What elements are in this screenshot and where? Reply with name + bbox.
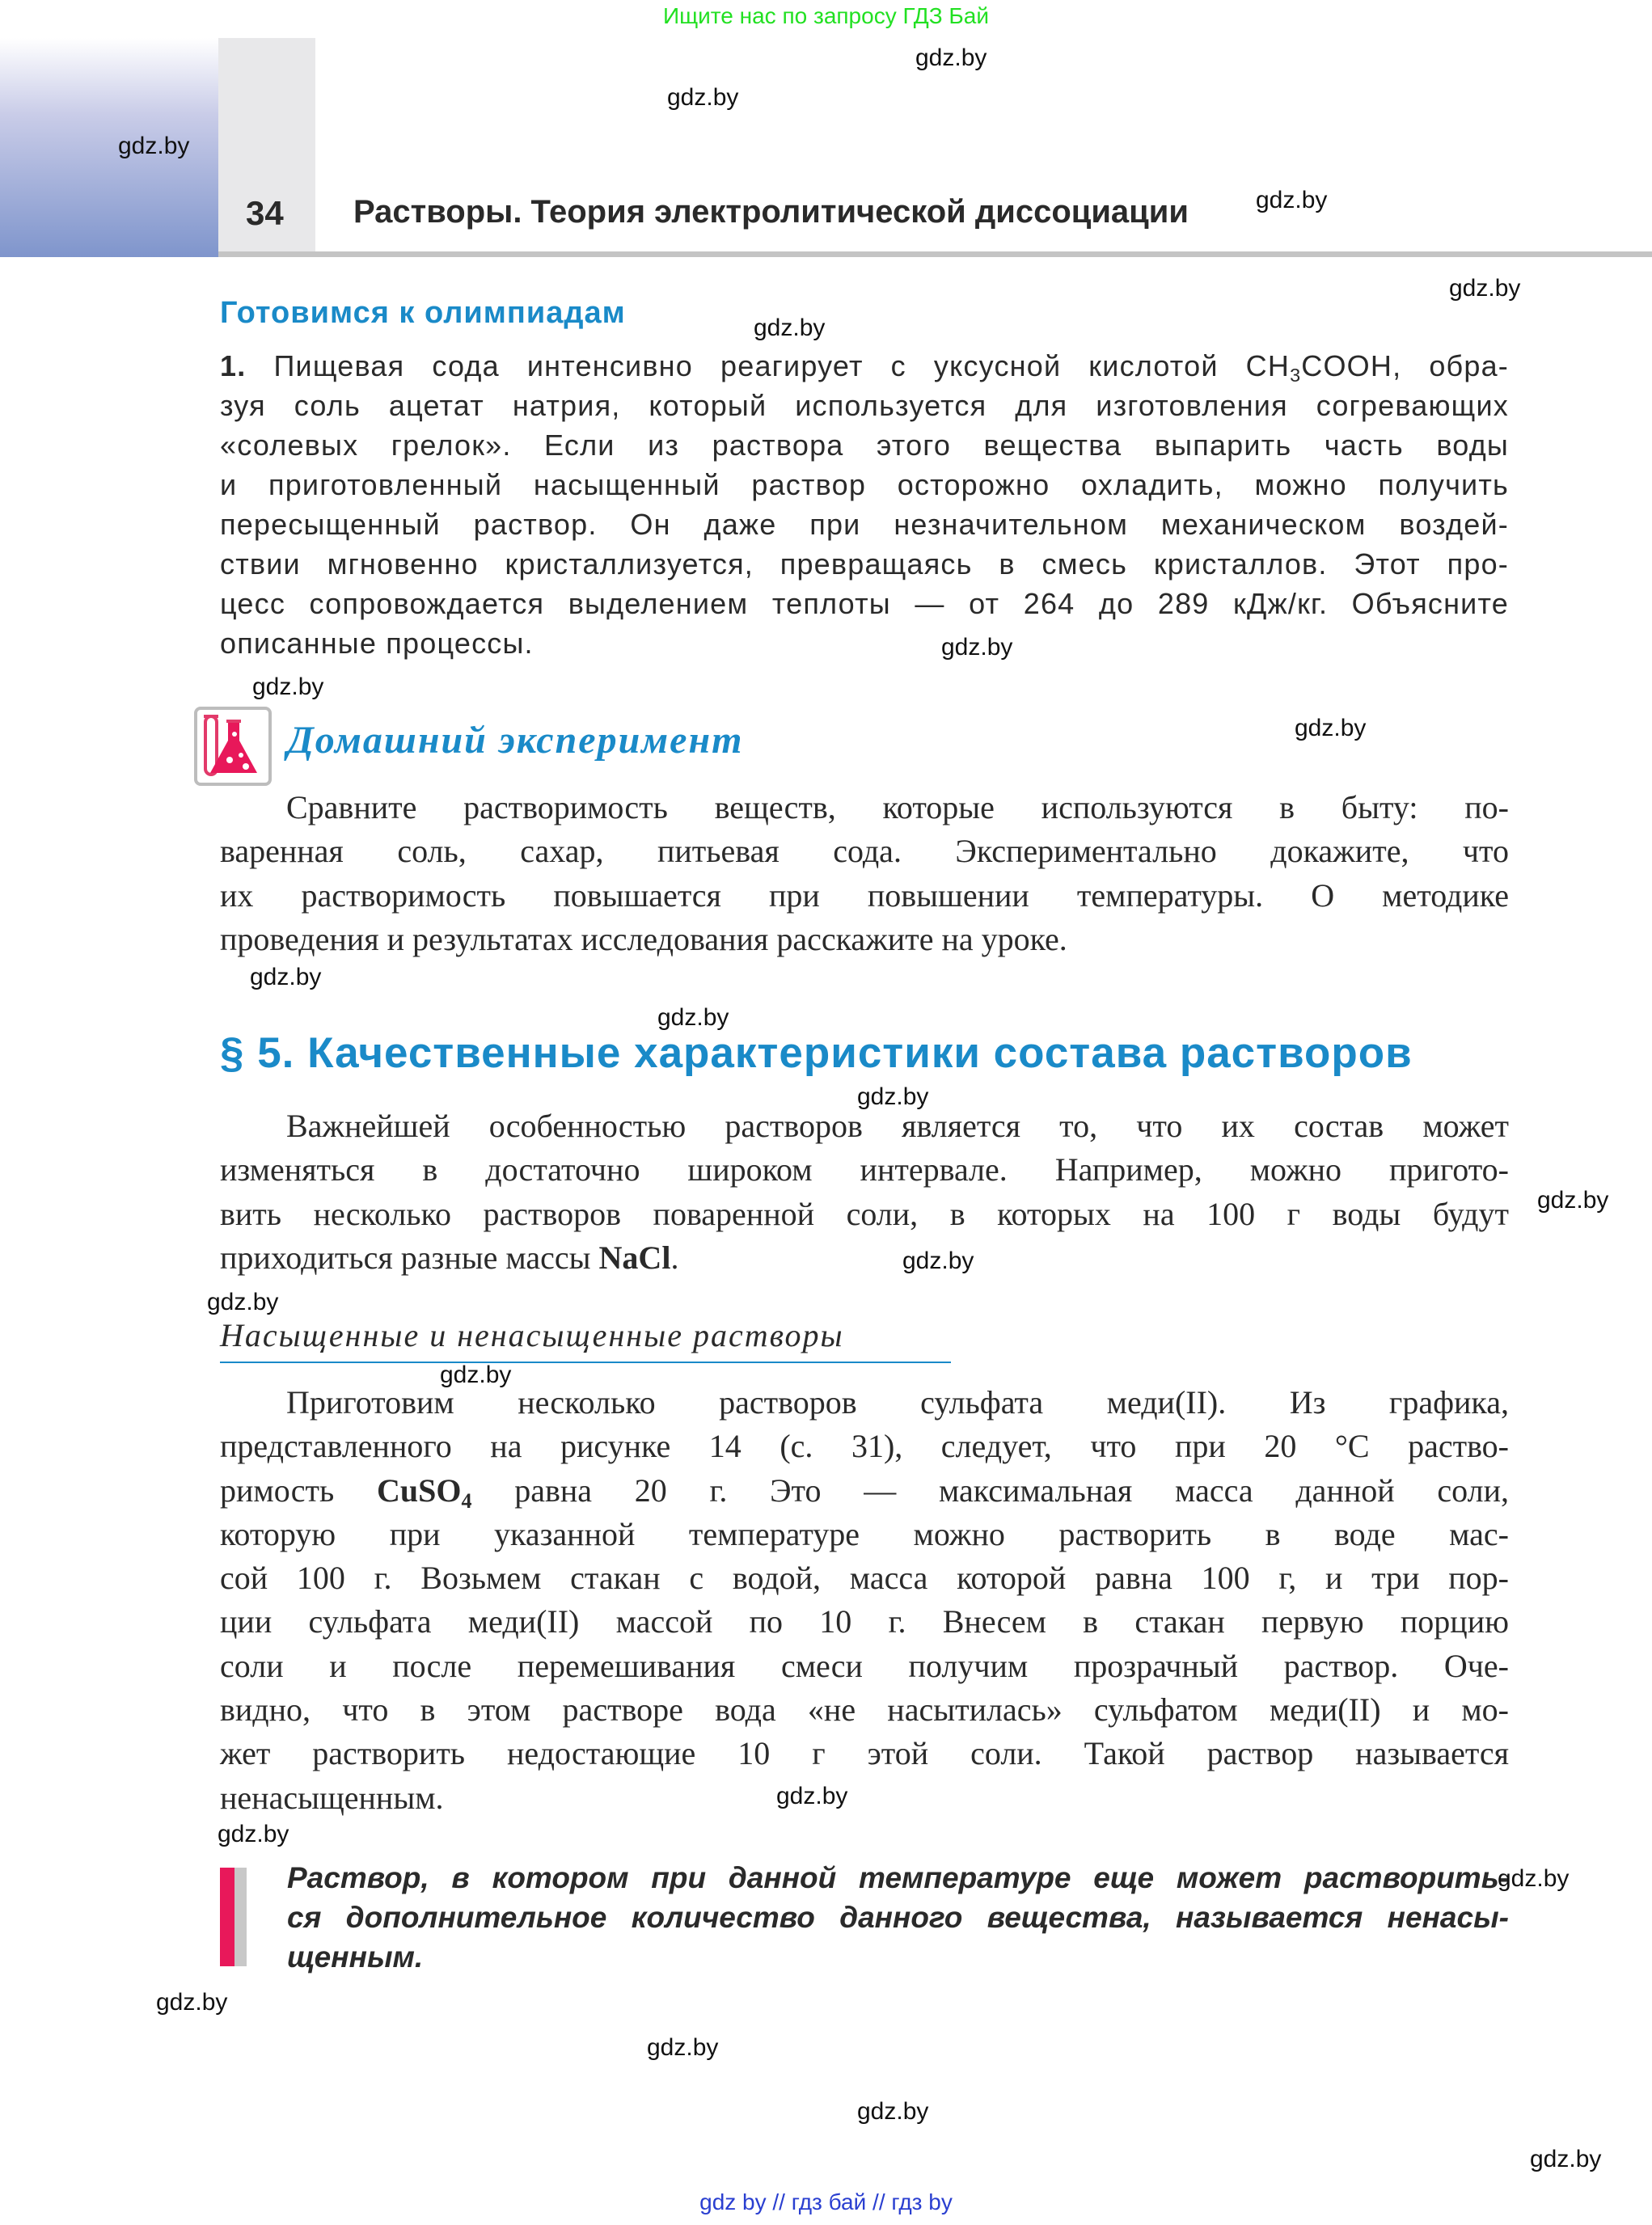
subscript: 3 xyxy=(1290,365,1302,386)
watermark: gdz.by xyxy=(1498,1865,1570,1892)
text-line: изменяться в достаточно широком интервале. Например, можно пригото- xyxy=(220,1151,1509,1188)
watermark: gdz.by xyxy=(156,1989,228,2016)
watermark: gdz.by xyxy=(647,2034,719,2061)
text-line: их растворимость повышается при повышении температуры. О методике xyxy=(220,876,1509,914)
definition-box xyxy=(287,1858,1509,1977)
text-line: Приготовим несколько растворов сульфата меди(II). Из графика, xyxy=(286,1384,1509,1421)
text-segment: Пищевая сода интенсивно реагирует с уксусной кислотой CH xyxy=(246,349,1291,382)
section-body xyxy=(220,1381,1509,1820)
experiment-heading: Домашний эксперимент xyxy=(287,719,744,762)
text-line: видно, что в этом растворе вода «не насытилась» сульфатом меди(II) и мо- xyxy=(220,1691,1509,1729)
text-line: соли и после перемешивания смеси получим прозрачный раствор. Оче- xyxy=(220,1647,1509,1684)
lab-flask-icon xyxy=(194,707,272,786)
text-line: представленного на рисунке 14 (с. 31), следует, что при 20 °C раство- xyxy=(220,1428,1509,1465)
text-line: цесс сопровождается выделением теплоты — от 264 до 289 кДж/кг. Объясните xyxy=(220,587,1509,620)
text-segment: приходиться разные массы xyxy=(220,1239,599,1276)
text-segment: CuSO xyxy=(376,1471,462,1509)
watermark: gdz.by xyxy=(857,2098,929,2125)
text-line xyxy=(220,1469,1509,1513)
text-line: сой 100 г. Возьмем стакан с водой, масса которой равна 100 г, и три пор- xyxy=(220,1560,1509,1597)
watermark: gdz.by xyxy=(207,1289,279,1315)
text-line xyxy=(220,346,1509,386)
text-segment: римость xyxy=(220,1471,377,1509)
text-line: пересыщенный раствор. Он даже при незначительном механическом воздей- xyxy=(220,508,1509,541)
watermark: gdz.by xyxy=(754,315,826,341)
watermark: gdz.by xyxy=(667,84,739,111)
footer-links[interactable]: gdz by // гдз бай // гдз by xyxy=(699,2189,953,2214)
definition-marker-shadow xyxy=(234,1868,247,1966)
experiment-text xyxy=(220,786,1509,961)
text-line: ненасыщенным. xyxy=(220,1779,444,1816)
text-line: Важнейшей особенностью растворов является то, что их состав может xyxy=(286,1108,1509,1144)
text-line: жет растворить недостающие 10 г этой соли. Такой раствор называется xyxy=(220,1735,1509,1772)
text-line: Раствор, в котором при данной температуре еще может растворить- xyxy=(287,1861,1509,1894)
text-line: ции сульфата меди(II) массой по 10 г. Внесем в стакан первую порцию xyxy=(220,1603,1509,1640)
text-segment: . xyxy=(670,1239,679,1276)
watermark: gdz.by xyxy=(657,1004,729,1031)
watermark: gdz.by xyxy=(250,964,322,990)
watermark: gdz.by xyxy=(118,133,190,159)
subsection-underline xyxy=(220,1362,951,1363)
search-hint: Ищите нас по запросу ГДЗ Бай xyxy=(662,3,990,28)
subscript: 4 xyxy=(461,1488,472,1513)
watermark: gdz.by xyxy=(440,1362,512,1388)
watermark: gdz.by xyxy=(776,1783,848,1809)
section-heading: § 5. Качественные характеристики состава растворов xyxy=(220,1029,1413,1077)
text-segment: COOH, обра- xyxy=(1301,349,1509,382)
watermark: gdz.by xyxy=(218,1821,289,1847)
text-line: и приготовленный насыщенный раствор осторожно охладить, можно получить xyxy=(220,468,1509,501)
watermark: gdz.by xyxy=(1295,715,1367,741)
watermark: gdz.by xyxy=(915,44,987,71)
header-divider xyxy=(218,251,1652,257)
olympiad-task xyxy=(220,346,1509,663)
watermark: gdz.by xyxy=(1256,187,1328,213)
section-intro xyxy=(220,1104,1509,1280)
text-line: проведения и результатах исследования расскажите на уроке. xyxy=(220,920,1067,957)
page-number: 34 xyxy=(246,194,284,232)
text-line: зуя соль ацетат натрия, который используется для изготовления согревающих xyxy=(220,389,1509,422)
text-line: ся дополнительное количество данного вещества, называется ненасы- xyxy=(287,1901,1509,1934)
text-segment: равна 20 г. Это — максимальная масса данной соли, xyxy=(471,1471,1510,1509)
definition-marker xyxy=(220,1868,234,1966)
text-line: Сравните растворимость веществ, которые используются в быту: по- xyxy=(286,789,1509,825)
text-line: описанные процессы. xyxy=(220,627,534,660)
text-line xyxy=(220,1236,1509,1280)
olympiad-heading: Готовимся к олимпиадам xyxy=(220,296,626,330)
text-segment: NaCl xyxy=(598,1239,671,1276)
watermark: gdz.by xyxy=(1449,275,1521,302)
text-line: щенным. xyxy=(287,1940,424,1974)
watermark: gdz.by xyxy=(1530,2146,1602,2172)
watermark: gdz.by xyxy=(941,634,1013,661)
text-segment: 1. xyxy=(220,349,247,382)
text-line: ствии мгновенно кристаллизуется, превращаясь в смесь кристаллов. Этот про- xyxy=(220,547,1509,581)
text-line: которую при указанной температуре можно растворить в воде мас- xyxy=(220,1515,1509,1552)
watermark: gdz.by xyxy=(902,1248,974,1274)
watermark: gdz.by xyxy=(1537,1187,1609,1214)
running-title: Растворы. Теория электролитической диссоциации xyxy=(353,194,1189,230)
watermark: gdz.by xyxy=(857,1083,929,1110)
watermark: gdz.by xyxy=(252,673,324,700)
text-line: вить несколько растворов поваренной соли, в которых на 100 г воды будут xyxy=(220,1195,1509,1232)
text-line: «солевых грелок». Если из раствора этого вещества выпарить часть воды xyxy=(220,429,1509,462)
subsection-heading: Насыщенные и ненасыщенные растворы xyxy=(220,1317,844,1353)
text-line: варенная соль, сахар, питьевая сода. Экспериментально докажите, что xyxy=(220,833,1509,870)
